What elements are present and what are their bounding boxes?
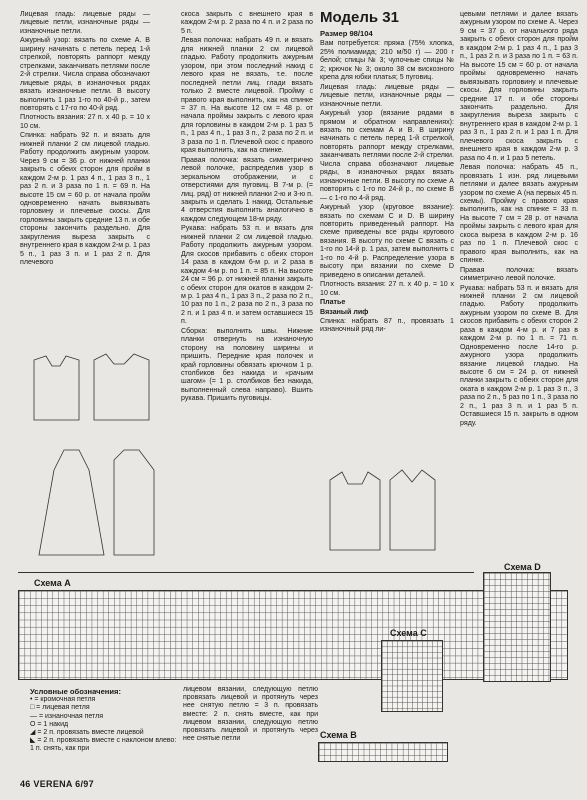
paragraph: Лицевая гладь: лицевые ряды — лицевые петли, изнаночные ряды — изнаночные петли. <box>320 82 454 108</box>
section-divider <box>18 572 474 573</box>
legend-item: ◣ = 2 п. провязать вместе с наклоном влево: 1 п. снять, как при <box>30 737 177 753</box>
legend-item: □ = лицевая петля <box>30 704 90 712</box>
pattern-sketch-vest <box>24 350 174 580</box>
paragraph: Рукава: набрать 53 п. и вязать для нижней планки 2 см лицевой гладью. Работу продолжить ажурным узором. Для скосов прибавить с обеих сторон 14 раза в каждом 6-м р. и 2 раза в каждом 4-м р. по 1 п. = 85 п. На высоте 24 см = 96 р. от нижней планки закрыть с обеих сторон для окатов в каждом 2-м р. 1 раз 4 п., 1 раз 3 п., 2 раза по 2 п., 10 раз по 1 п., 2 раза по 2 п., 3 раза по 2 п. и 1 раз 4 п. и затем оставшиеся 15 п. <box>181 224 313 326</box>
section-heading: Платье <box>320 298 346 307</box>
size-heading: Размер 98/104 <box>320 29 373 38</box>
paragraph: Лицевая гладь: лицевые ряды — лицевые петли, изнаночные ряды — изнаночные петли. <box>20 10 150 35</box>
scheme-c-label: Схема С <box>390 628 427 638</box>
paragraph: Плотность вязания: 27 п. х 40 р. = 10 х 10 см. <box>320 280 454 297</box>
legend-title: Условные обозначения: <box>30 687 122 696</box>
scheme-b-label: Схема В <box>320 730 357 740</box>
page-footer: 46 VERENA 6/97 <box>20 779 94 789</box>
paragraph: Спинка: набрать 87 п., провязать 1 изнаночный ряд ли- <box>320 316 454 334</box>
paragraph: Плотность вязания: 27 п. х 40 р. = 10 х 10 см. <box>20 113 150 130</box>
scheme-c-chart <box>381 640 443 712</box>
model-title: Модель 31 <box>320 9 399 26</box>
scheme-a-label: Схема А <box>34 578 71 588</box>
legend-item: • = кромочная петля <box>30 696 96 704</box>
legend-item: O = 1 накид <box>30 720 69 728</box>
paragraph: Спинка: набрать 92 п. и вязать для нижней планки 2 см лицевой гладью. Работу продолжить ажурным узором. Через 9 см = 36 р. от нижней планки закрыть с обеих сторон для пройм в каждом 2-м р. 1 раз 4 п., 1 раз 3 п., 1 раз 2 п. и 3 раза по 1 п. = 69 п. На высоте 15 см = 60 р. от начала пройм одновременно начать вывязывать горловину и плечевые скосы. Для горловины закрыть средние 13 п. и обе стороны закончить раздельно. Для закругления выреза закрыть с внутреннего края в каждом 2-м р. 1 раз 5 п., 1 раз 3 п. и 1 раз 2 п. Для плечевого <box>20 131 150 267</box>
section-heading: Вязаный лиф <box>320 307 369 316</box>
paragraph: Вам потребуется: пряжа (75% хлопка, 25% полиамида; 210 м/50 г) — 200 г белой; спицы № 3; чулочные спицы № 2; крючок № 3; около 38 см вискозного крепа для юбки платья; 5 пуговиц. <box>320 39 454 82</box>
text-column-4 <box>460 10 578 428</box>
pattern-sketch-bodice <box>320 460 450 570</box>
scheme-d-label: Схема D <box>504 562 541 572</box>
paragraph: Сборка: выполнить швы. Нижние планки отвернуть на изнаночную сторону на половину ширины и пришить. Передние края полочек и край горловины обвязать крючком 1 р. столбиков без накида и «рачьим шагом» (= 1 р. столбиков без накида, выполненный слева направо). Вшить рукава. Пришить пуговицы. <box>181 326 313 403</box>
legend-item: ◢ = 2 п. провязать вместе лицевой <box>30 729 144 737</box>
paragraph: Ажурный узор (вязание рядами в прямом и обратном направлениях): вязать по схемам А и В. В ширину начинать с петель перед 1-й стрелкой, повторять раппорт между стрелками, заканчивать петлями после 2-й стрелки. Числа справа обозначают лицевые ряды, в изнаночных рядах вязать изнаночные петли. В высоту по схеме А повторить с 1-го по 24-й р., по схеме В — с 1-го по 4-й ряд. <box>320 109 454 202</box>
paragraph: Ажурный узор: вязать по схеме А. В ширину начинать с петель перед 1-й стрелкой, повторять раппорт между стрелками, заканчивать петлями после 2-й стрелки. Числа справа обозначают лицевые ряды, в изнаночных рядах вязать изнаночные петли. В высоту выполнить 1 раз 1-го по 40-й р., затем повторять с 17-го по 40-й ряд. <box>20 36 150 112</box>
paragraph: Левая полочка: набрать 45 п., провязать 1 изн. ряд лицевыми петлями и далее вязать ажурным узором по схеме А (на первых 45 п. схемы). Пройму с правого края выполнить, как на спинке = 33 п. На высоте 7 см = 28 р. от начала проймы закрыть с левого края для скоса выреза в каждом 2-м р. 16 раз по 1 п. Плечевой скос с правого края выполнить, как на спинке. <box>460 163 578 265</box>
scheme-b-chart <box>318 742 448 762</box>
legend-item: — = изнаночная петля <box>30 712 103 720</box>
paragraph: цевыми петлями и далее вязать ажурным узором по схеме А. Через 9 см = 37 р. от начального ряда закрыть с обеих сторон для пройм в каждом 2-м р. 1 раз 4 п., 1 раз 3 п., 1 раз 2 п. и 3 раза по 1 п. = 63 п. На высоте 15 см = 60 р. от начала проймы одновременно начать вывязывать горловину и плечевые скосы. Для горловины закрыть средние 17 п. и обе стороны закончить раздельно. Для закругления выреза закрыть с внутреннего края в каждом 2-м р. 1 раз 3 п., 1 раз 2 п. и 1 раз 1 п. Для плечевого скоса закрыть с внешнего края в каждом 2-м р. 3 раза по 4 п. и 1 раз 5 петель. <box>460 10 578 162</box>
text-column-3 <box>320 10 454 335</box>
paragraph: Ажурный узор (круговое вязание): вязать по схемам С и D. В ширину повторить приведенный раппорт. На схеме приведены все ряды кругового вязания. В высоту по схеме С вязать с 1-го по 14-й р. 1 раз, затем выполнить с 1-го по 4-й р. Распределение узора в высоту при вязании по схеме D приведено в описании деталей. <box>320 203 454 279</box>
scheme-d-chart <box>483 572 551 682</box>
paragraph: Правая полочка: вязать симметрично левой полочке. <box>460 265 578 283</box>
paragraph: Правая полочка: вязать симметрично левой полочке, распределив узор в зеркальном отображении, и с отверстиями для пуговиц. В 7-м р. (= лиц. ряд) от нижней планки 2-ю и 3-ю п. закрыть и сделать 1 накид. Остальные 4 отверстия выполнить аналогично в каждом следующем 18-м ряду. <box>181 155 313 223</box>
text-column-1 <box>20 10 150 268</box>
symbol-legend <box>30 688 180 754</box>
paragraph: Левая полочка: набрать 49 п. и вязать для нижней планки 2 см лицевой гладью. Работу продолжить ажурным узором, при этом последний накид с левого края не вязать, т.е. после последней петли лиц. глади вязать только 2 вместе лицевой. Пройму с правого края выполнить, как на спинке = 37 п. На высоте 12 см = 48 р. от начала проймы закрыть с левого края для горловины в каждом 2-м р. 1 раз 5 п., 1 раз 4 п., 1 раз 3 п., 2 раза по 2 п. и 3 раза по 1 п. Плечевой скос с правого края выполнить, как на спинке. <box>181 36 313 155</box>
paragraph: Рукава: набрать 53 п. и вязать для нижней планки 2 см лицевой гладью. Работу продолжить ажурным узором по схеме В. Для скосов прибавить с обеих сторон 2 раза в каждом 4-м р. и 7 раз в каждом 2-м р. по 1 п. = 71 п. Одновременно после 14-го р. ажурного узора продолжить вязание лицевой гладью. На высоте 6 см = 24 р. от нижней планки закрыть с обеих сторон для оката в каждом 2-м р. 1 раз 3 п., 3 раза по 2 п., 5 раз по 1 п., 3 раза по 2 п., 1 раз 3 п. и 1 раз 5 п. Оставшиеся 15 п. закрыть в одном ряду. <box>460 283 578 427</box>
legend-continuation: лицевом вязании, следующую петлю провязать лицевой и протянуть через нее снятую петлю = 3 п. провязать вместе: 2 п. снять вместе, как при лицевом вязании, следующую петлю провязать лицевой и протянуть через нее снятые петли <box>183 686 318 743</box>
paragraph: скоса закрыть с внешнего края в каждом 2-м р. 2 раза по 4 п. и 2 раза по 5 п. <box>181 10 313 35</box>
text-column-2 <box>181 10 313 404</box>
